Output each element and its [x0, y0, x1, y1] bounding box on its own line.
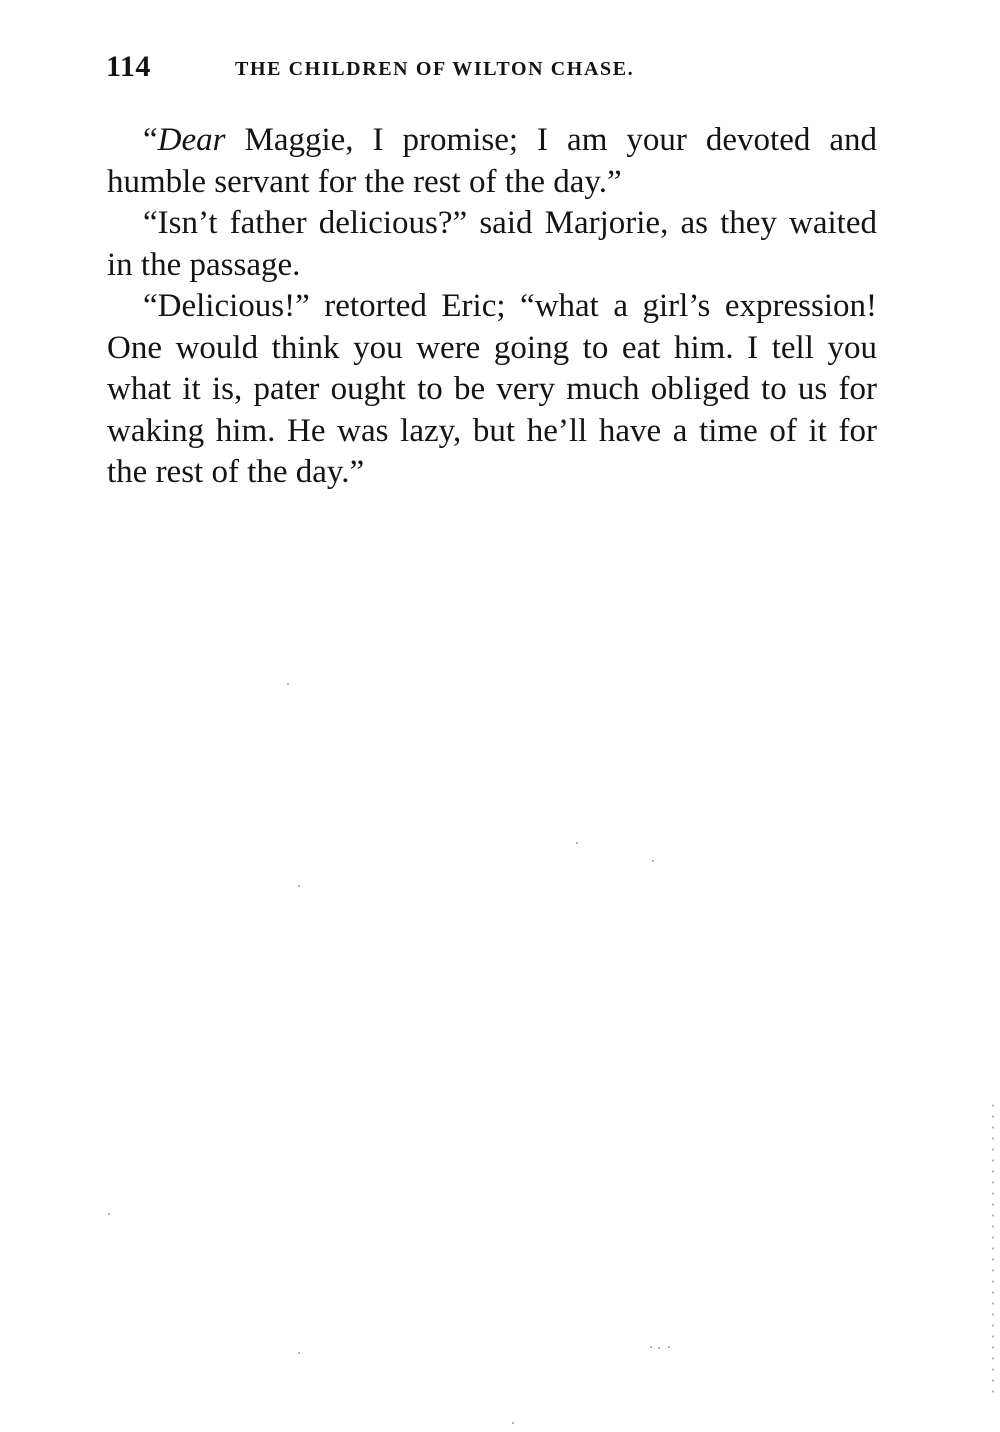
- body-text: [107, 120, 877, 494]
- paper-speckle: [287, 683, 289, 685]
- paper-speckle: [658, 1347, 660, 1349]
- page-number: 114: [106, 50, 151, 83]
- paper-speckle: [576, 842, 578, 844]
- paragraph-1-open-quote: “: [143, 122, 158, 158]
- running-head: [106, 50, 766, 90]
- paper-speckle: [652, 860, 654, 862]
- paper-speckle: [668, 1346, 670, 1348]
- running-title: THE CHILDREN OF WILTON CHASE.: [235, 58, 635, 80]
- paper-speckle: [512, 1422, 514, 1424]
- paper-speckle: [298, 1352, 300, 1354]
- paper-speckle: [108, 1213, 110, 1215]
- paper-speckle: [650, 1346, 652, 1348]
- paragraph-3: “Delicious!” retorted Eric; “what a girl’s expression! One would think you were going to eat him. I tell you what it is, pater ought to be very much obliged to us for waking him. He was lazy, but he’ll have a time of it for the rest of the day.”: [107, 288, 877, 490]
- paragraph-1-text: Maggie, I promise; I am your devoted and humble servant for the rest of the day.”: [107, 122, 877, 200]
- paragraph-1: [107, 120, 877, 203]
- paragraph-2: “Isn’t father delicious?” said Marjorie, as they waited in the passage.: [107, 205, 877, 283]
- paper-speckle: [298, 885, 300, 887]
- scan-edge-artifact: [992, 1100, 994, 1400]
- paragraph-1-italic-word: Dear: [157, 122, 226, 158]
